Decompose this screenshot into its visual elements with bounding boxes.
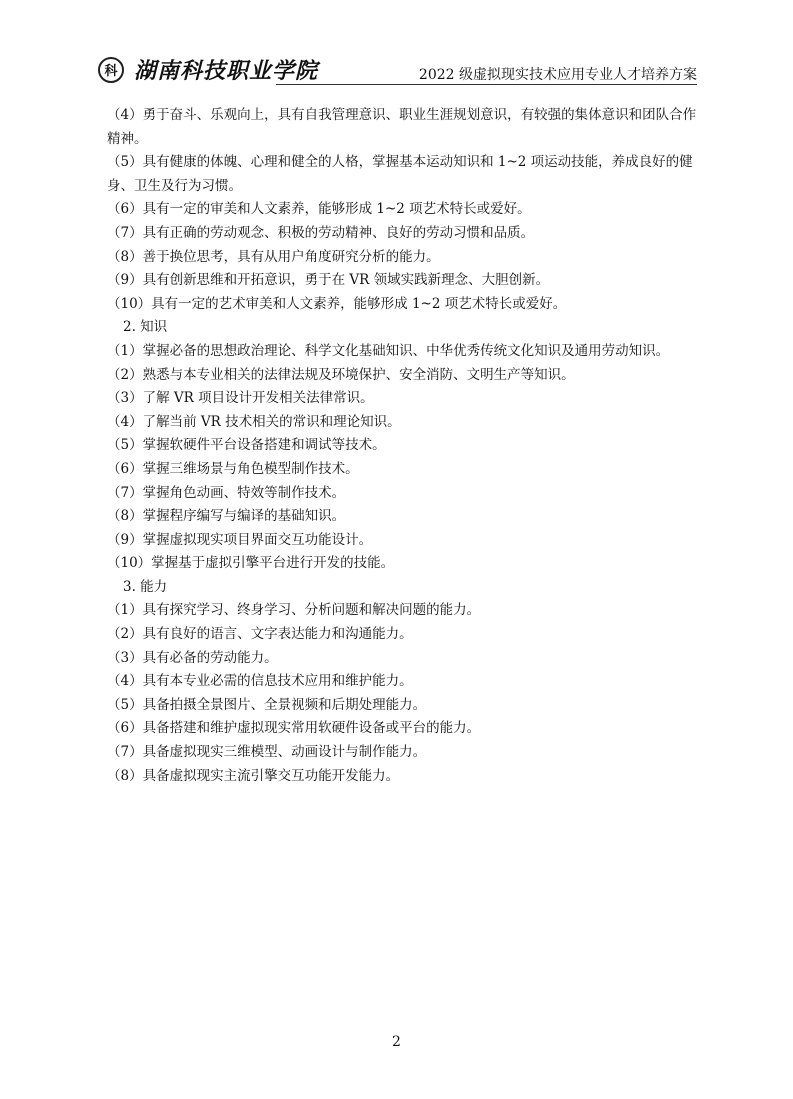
ability-item: （7）具备虚拟现实三维模型、动画设计与制作能力。 bbox=[107, 744, 427, 761]
knowledge-item: （3）了解 VR 项目设计开发相关法律常识。 bbox=[107, 390, 374, 407]
school-name: 湖南科技职业学院 bbox=[134, 58, 319, 84]
section-heading-knowledge: 2. 知识 bbox=[123, 319, 168, 336]
document-body bbox=[107, 104, 697, 788]
ability-item: （6）具备搭建和维护虚拟现实常用软硬件设备或平台的能力。 bbox=[107, 720, 481, 737]
document-title: 2022 级虚拟现实技术应用专业人才培养方案 bbox=[418, 67, 697, 83]
knowledge-item: （7）掌握角色动画、特效等制作技术。 bbox=[107, 484, 346, 501]
header-rule bbox=[276, 84, 697, 85]
quality-item: （9）具有创新思维和开拓意识，勇于在 VR 领域实践新理念、大胆创新。 bbox=[107, 272, 550, 289]
quality-item: （8）善于换位思考，具有从用户角度研究分析的能力。 bbox=[107, 248, 440, 265]
quality-item: （10）具有一定的艺术审美和人文素养，能够形成 1~2 项艺术特长或爱好。 bbox=[107, 295, 567, 312]
knowledge-item: （8）掌握程序编写与编译的基础知识。 bbox=[107, 508, 346, 525]
page-number: 2 bbox=[392, 1034, 401, 1050]
ability-item: （2）具有良好的语言、文字表达能力和沟通能力。 bbox=[107, 626, 413, 643]
knowledge-item: （5）掌握软硬件平台设备搭建和调试等技术。 bbox=[107, 437, 386, 454]
knowledge-item: （10）掌握基于虚拟引擎平台进行开发的技能。 bbox=[107, 555, 395, 572]
knowledge-item: （1）掌握必备的思想政治理论、科学文化基础知识、中华优秀传统文化知识及通用劳动知识。 bbox=[107, 342, 670, 359]
school-logo bbox=[98, 54, 318, 85]
quality-item: （5）具有健康的体魄、心理和健全的人格，掌握基本运动知识和 1~2 项运动技能，养成良好的健身、卫生及行为习惯。 bbox=[107, 154, 693, 194]
knowledge-item: （6）掌握三维场景与角色模型制作技术。 bbox=[107, 460, 359, 477]
ability-item: （1）具有探究学习、终身学习、分析问题和解决问题的能力。 bbox=[107, 602, 481, 619]
knowledge-item: （4）了解当前 VR 技术相关的常识和理论知识。 bbox=[107, 413, 401, 430]
ability-item: （4）具有本专业必需的信息技术应用和维护能力。 bbox=[107, 673, 413, 690]
page-header bbox=[98, 52, 697, 86]
school-emblem-icon: 科 bbox=[98, 57, 124, 83]
quality-item: （7）具有正确的劳动观念、积极的劳动精神、良好的劳动习惯和品质。 bbox=[107, 224, 535, 241]
ability-item: （5）具备拍摄全景图片、全景视频和后期处理能力。 bbox=[107, 696, 427, 713]
quality-item: （4）勇于奋斗、乐观向上，具有自我管理意识、职业生涯规划意识，有较强的集体意识和团队合作精神。 bbox=[107, 107, 697, 147]
ability-item: （3）具有必备的劳动能力。 bbox=[107, 649, 278, 666]
section-heading-ability: 3. 能力 bbox=[123, 578, 168, 595]
knowledge-item: （9）掌握虚拟现实项目界面交互功能设计。 bbox=[107, 531, 373, 548]
knowledge-item: （2）熟悉与本专业相关的法律法规及环境保护、安全消防、文明生产等知识。 bbox=[107, 366, 575, 383]
quality-item: （6）具有一定的审美和人文素养，能够形成 1~2 项艺术特长或爱好。 bbox=[107, 201, 531, 218]
ability-item: （8）具备虚拟现实主流引擎交互功能开发能力。 bbox=[107, 767, 400, 784]
